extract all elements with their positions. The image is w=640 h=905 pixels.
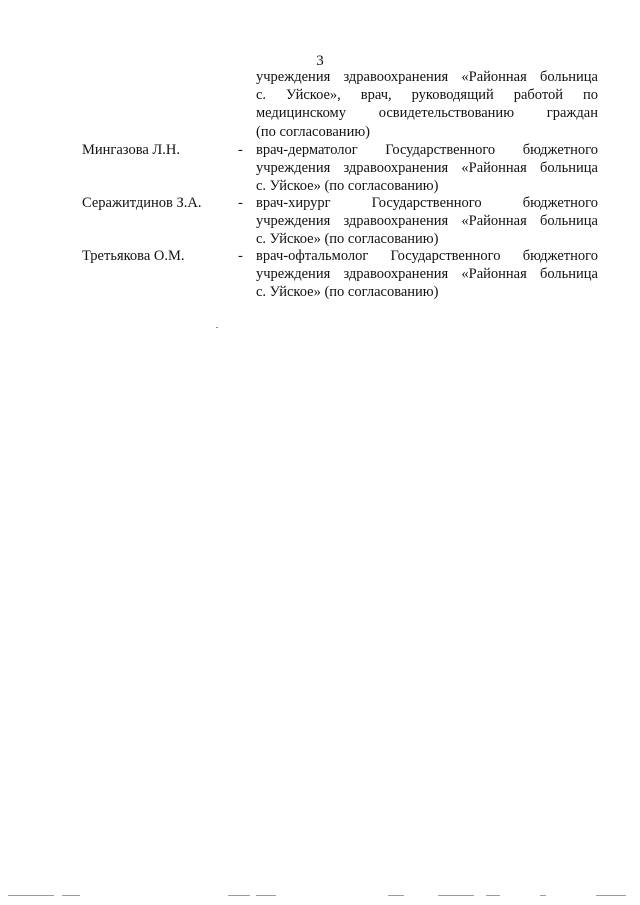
- page-number: 3: [316, 53, 324, 69]
- role-line: медицинскому освидетельствованию граждан: [256, 105, 598, 122]
- scan-artifact: [256, 895, 276, 896]
- scan-artifact: [8, 895, 54, 896]
- role-line: с. Уйское» (по согласованию): [256, 284, 439, 301]
- scan-edge-artifacts: [0, 893, 640, 899]
- scan-artifact: [388, 895, 404, 896]
- role-line: с. Уйское», врач, руководящий работой по: [256, 87, 598, 104]
- role-line: учреждения здравоохранения «Районная больница: [256, 69, 598, 85]
- role-line: врач-дерматолог Государственного бюджетного: [256, 142, 598, 158]
- member-dash: -: [238, 248, 243, 264]
- member-role: [256, 247, 598, 302]
- role-line: врач-хирург Государственного бюджетного: [256, 195, 598, 211]
- previous-member-role-continuation: [256, 68, 598, 141]
- scan-artifact: [62, 895, 80, 896]
- member-name: Серажитдинов З.А.: [82, 195, 202, 211]
- role-line: врач-офтальмолог Государственного бюджетного: [256, 248, 598, 264]
- scan-speck: [216, 327, 218, 328]
- role-line: учреждения здравоохранения «Районная больница: [256, 160, 598, 177]
- member-name: Третьякова О.М.: [82, 248, 185, 264]
- scan-artifact: [228, 895, 250, 896]
- member-role: [256, 194, 598, 249]
- role-line: учреждения здравоохранения «Районная больница: [256, 213, 598, 230]
- scan-artifact: [486, 895, 500, 896]
- role-line: учреждения здравоохранения «Районная больница: [256, 266, 598, 283]
- member-name: Мингазова Л.Н.: [82, 142, 180, 158]
- scan-artifact: [438, 895, 474, 896]
- scan-artifact: [540, 895, 546, 896]
- member-row: [0, 141, 640, 193]
- role-line: (по согласованию): [256, 123, 370, 140]
- role-line: с. Уйское» (по согласованию): [256, 231, 439, 248]
- scan-artifact: [596, 895, 626, 896]
- role-line: с. Уйское» (по согласованию): [256, 178, 439, 195]
- member-dash: -: [238, 195, 243, 211]
- member-dash: -: [238, 142, 243, 158]
- member-row: [0, 247, 640, 299]
- member-row: [0, 194, 640, 246]
- member-role: [256, 141, 598, 196]
- commission-member-list: [0, 141, 640, 300]
